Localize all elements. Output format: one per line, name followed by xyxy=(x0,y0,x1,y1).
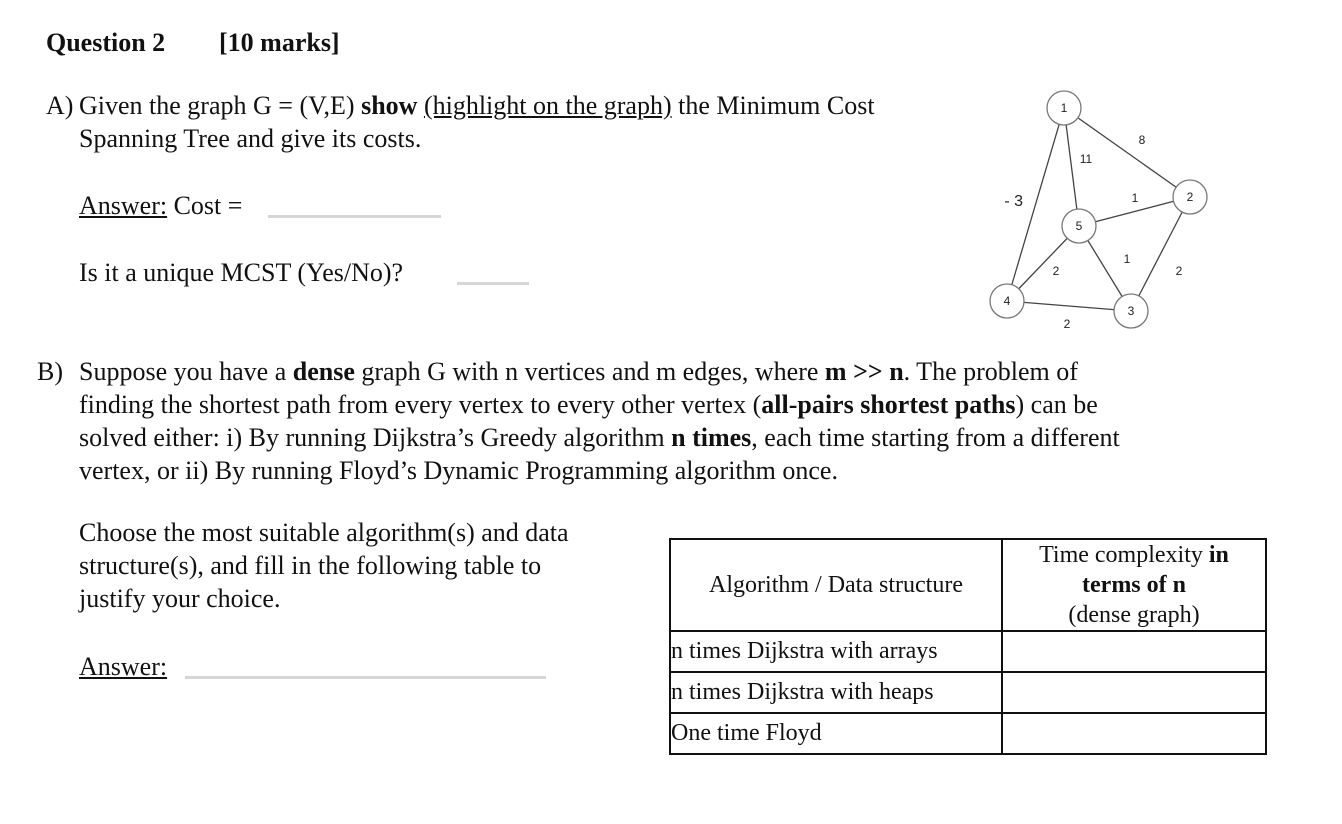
part-a-text: Given the graph G = (V,E) xyxy=(79,91,362,120)
vertex-label: 5 xyxy=(1075,219,1083,233)
edge-weight: 8 xyxy=(1138,133,1146,147)
edge-weight: 11 xyxy=(1079,152,1093,166)
vertex-label: 1 xyxy=(1060,101,1068,115)
text: (dense graph) xyxy=(1068,602,1200,628)
text: terms of n xyxy=(1082,572,1186,598)
complexity-answer-cell[interactable] xyxy=(1002,631,1266,672)
vertex-label: 4 xyxy=(1003,294,1011,308)
part-a-text-end: the Minimum Cost xyxy=(671,91,875,120)
table-row xyxy=(670,672,1266,713)
edge-weight: 2 xyxy=(1052,264,1060,278)
text: . The problem of xyxy=(903,357,1078,386)
edge-weight: 2 xyxy=(1063,317,1071,331)
algorithm-cell: n times Dijkstra with arrays xyxy=(670,631,1002,672)
choose-line-1: Choose the most suitable algorithm(s) and data xyxy=(79,518,569,547)
part-a-line-2: Spanning Tree and give its costs. xyxy=(79,124,422,153)
part-a-line-1 xyxy=(79,89,875,122)
m-gg-n: m >> n xyxy=(824,357,904,386)
vertex-label: 3 xyxy=(1127,304,1135,318)
text: solved either: i) By running Dijkstra’s Greedy algorithm xyxy=(79,423,672,452)
complexity-answer-cell[interactable] xyxy=(1002,713,1266,754)
text: Suppose you have a xyxy=(79,357,293,386)
answer-label: Answer: xyxy=(79,191,168,220)
edge-weight: 1 xyxy=(1123,252,1131,266)
part-b-answer-blank[interactable] xyxy=(185,676,546,679)
text: in xyxy=(1208,542,1229,568)
part-b-label: B) xyxy=(37,357,63,386)
header-time-complexity xyxy=(1002,539,1266,631)
table-header-row xyxy=(670,539,1266,631)
edge-weight: 2 xyxy=(1175,264,1183,278)
edge-2-3 xyxy=(1131,197,1190,311)
part-a-label: A) xyxy=(46,91,74,120)
complexity-answer-cell[interactable] xyxy=(1002,672,1266,713)
n-times-keyword: n times xyxy=(671,423,752,452)
edge-1-5 xyxy=(1064,108,1079,226)
cost-label: Cost = xyxy=(167,191,243,220)
choose-line-2: structure(s), and fill in the following table to xyxy=(79,551,542,580)
text: ) can be xyxy=(1015,390,1098,419)
text: finding the shortest path from every vertex to every other vertex ( xyxy=(79,390,762,419)
question-title: Question 2 xyxy=(46,28,166,57)
cost-answer-blank[interactable] xyxy=(268,215,441,218)
show-keyword: show xyxy=(361,91,418,120)
table-row xyxy=(670,713,1266,754)
part-b-line-2 xyxy=(79,388,1098,421)
graph-diagram xyxy=(985,85,1225,335)
unique-answer-blank[interactable] xyxy=(457,282,529,285)
dense-keyword: dense xyxy=(292,357,355,386)
unique-mcst-question: Is it a unique MCST (Yes/No)? xyxy=(79,258,404,287)
algorithm-cell: n times Dijkstra with heaps xyxy=(670,672,1002,713)
all-pairs-keyword: all-pairs shortest paths xyxy=(761,390,1016,419)
highlight-instruction: (highlight on the graph) xyxy=(423,91,672,120)
header-algorithm: Algorithm / Data structure xyxy=(670,539,1002,631)
edge-4-3 xyxy=(1007,301,1131,311)
cost-answer-line xyxy=(79,189,242,222)
text: Time complexity xyxy=(1039,542,1209,568)
part-b-line-3 xyxy=(79,421,1120,454)
vertex-label: - 3 xyxy=(1004,193,1023,210)
text: , each time starting from a different xyxy=(751,423,1120,452)
text: graph G with n vertices and m edges, where xyxy=(354,357,825,386)
part-b-answer-label: Answer: xyxy=(79,652,168,681)
choose-line-3: justify your choice. xyxy=(79,584,281,613)
part-b-line-1 xyxy=(79,355,1078,388)
question-marks: [10 marks] xyxy=(219,28,340,57)
algorithm-cell: One time Floyd xyxy=(670,713,1002,754)
part-b-line-4: vertex, or ii) By running Floyd’s Dynamic Programming algorithm once. xyxy=(79,456,838,485)
vertex-label: 2 xyxy=(1186,190,1194,204)
table-row xyxy=(670,631,1266,672)
edge-weight: 1 xyxy=(1131,191,1139,205)
complexity-table xyxy=(669,538,1267,755)
